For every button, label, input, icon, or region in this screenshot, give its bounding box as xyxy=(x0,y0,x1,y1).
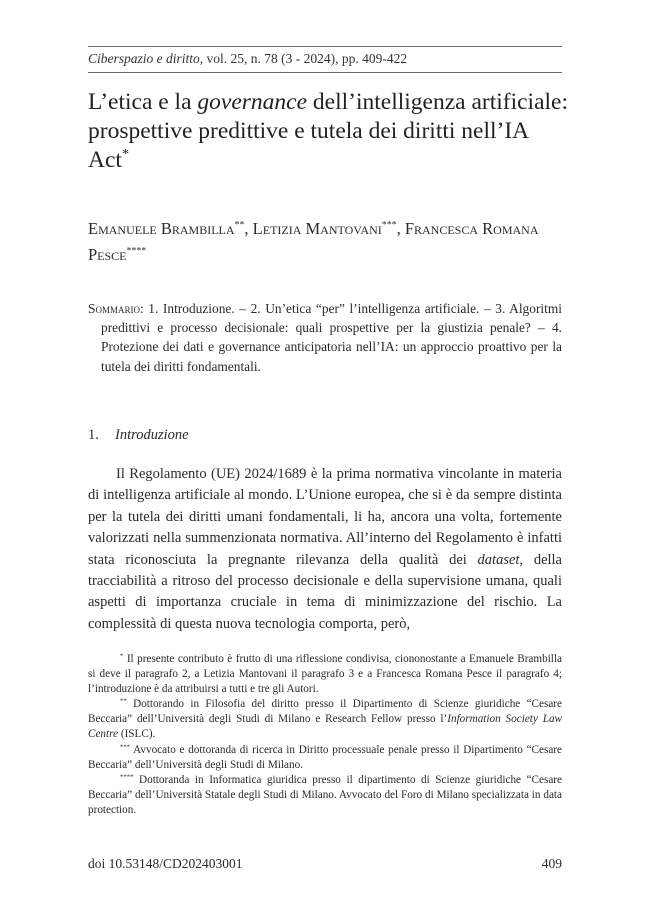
footnote-mark: **** xyxy=(120,773,134,781)
footnote-text: Avvocato e dottoranda di ricerca in Diritto processuale penale presso il Dipartimento “Cesare Beccaria” dell’Università degli Studi di Milano. xyxy=(88,743,562,771)
author-footnote-mark: *** xyxy=(381,219,397,231)
journal-citation: , vol. 25, n. 78 (3 - 2024), pp. 409-422 xyxy=(199,51,408,66)
title-part1: L’etica e la xyxy=(88,89,198,115)
author-name: Francesca Romana Pesce xyxy=(88,219,539,264)
section-heading xyxy=(88,427,562,444)
footnote-mark: ** xyxy=(120,697,127,705)
section-title: Introduzione xyxy=(115,427,189,443)
title-footnote-mark: * xyxy=(121,145,129,162)
body-text xyxy=(88,464,562,635)
title-part2: dell’intelligenza artificiale: prospettive predittive e tutela dei diritti nell’IA Act xyxy=(88,89,568,173)
author-footnote-mark: ** xyxy=(234,219,245,231)
section-number: 1. xyxy=(88,427,99,443)
footnote-text: Dottoranda in Informatica giuridica presso il dipartimento di Scienze giuridiche “Cesare Beccaria” dell’Università Statale degli Studi di Milano. Avvocato del Foro di Milano specializzata in data protection. xyxy=(88,773,562,816)
page-footer xyxy=(88,856,562,872)
footnote-2 xyxy=(88,697,562,742)
author-name: Letizia Mantovani xyxy=(252,219,382,238)
footnote-1 xyxy=(88,652,562,697)
paragraph-text: Il Regolamento (UE) 2024/1689 è la prima normativa vincolante in materia di intelligenza artificiale al mondo. L’Unione europea, che si è da sempre distinta per la tutela dei diritti umani fondamentali, li ha, ancora una volta, fortemente valorizzati nella summenzionata normativa. All’interno del Regolamento è infatti stata riconosciuta la pregnante rilevanza della qualità dei xyxy=(88,466,562,568)
footnote-text-end: (ISLC). xyxy=(118,728,156,741)
author-footnote-mark: **** xyxy=(126,245,147,257)
summary xyxy=(88,299,562,376)
page-number: 409 xyxy=(541,856,562,871)
author-list: Emanuele Brambilla**, Letizia Mantovani***, Francesca Romana Pesce**** xyxy=(88,219,539,264)
footnote-3 xyxy=(88,743,562,773)
paragraph xyxy=(88,464,562,635)
summary-text: 1. Introduzione. – 2. Un’etica “per” l’intelligenza artificiale. – 3. Algoritmi predittivi e processo decisionale: quali prospettive per la giustizia penale? – 4. Protezione dei dati e governance anticipatoria nell’IA: un approccio proattivo per la tutela dei diritti fondamentali. xyxy=(101,301,562,374)
footnote-4 xyxy=(88,773,562,818)
footnote-italic: Information Society Law Centre xyxy=(88,713,562,741)
paragraph-italic: dataset xyxy=(477,551,520,568)
summary-label: Sommario: xyxy=(88,301,144,316)
footnote-text: Dottorando in Filosofia del diritto presso il Dipartimento di Scienze giuridiche “Cesare Beccaria” dell’Università degli Studi di Milano e Research Fellow presso l’ xyxy=(88,698,562,726)
paragraph-text-end: , della tracciabilità a ritroso del processo decisionale e della supervisione umana, quali aspetti di importanza cruciale in tema di minimizzazione del rischio. La complessità di questa nuova tecnologia comporta, però, xyxy=(88,551,562,632)
footnote-mark: * xyxy=(120,652,124,660)
running-header xyxy=(88,51,562,67)
journal-name: Ciberspazio e diritto xyxy=(88,51,200,66)
footnote-mark: *** xyxy=(120,743,131,751)
title-italic: governance xyxy=(197,89,308,115)
doi[interactable]: doi 10.53148/CD202403001 xyxy=(88,856,243,871)
footnote-text: Il presente contributo è frutto di una riflessione condivisa, ciononostante a Emanuele Brambilla si deve il paragrafo 2, a Letizia Mantovani il paragrafo 3 e a Francesca Romana Pesce il paragrafo 4; l’introduzione è da attribuirsi a tutti e tre gli Autori. xyxy=(88,653,562,696)
article-title xyxy=(88,88,568,175)
footnotes xyxy=(88,652,562,818)
header-rule-bottom xyxy=(88,72,562,73)
header-rule-top xyxy=(88,46,562,47)
author-name: Emanuele Brambilla xyxy=(88,219,235,238)
